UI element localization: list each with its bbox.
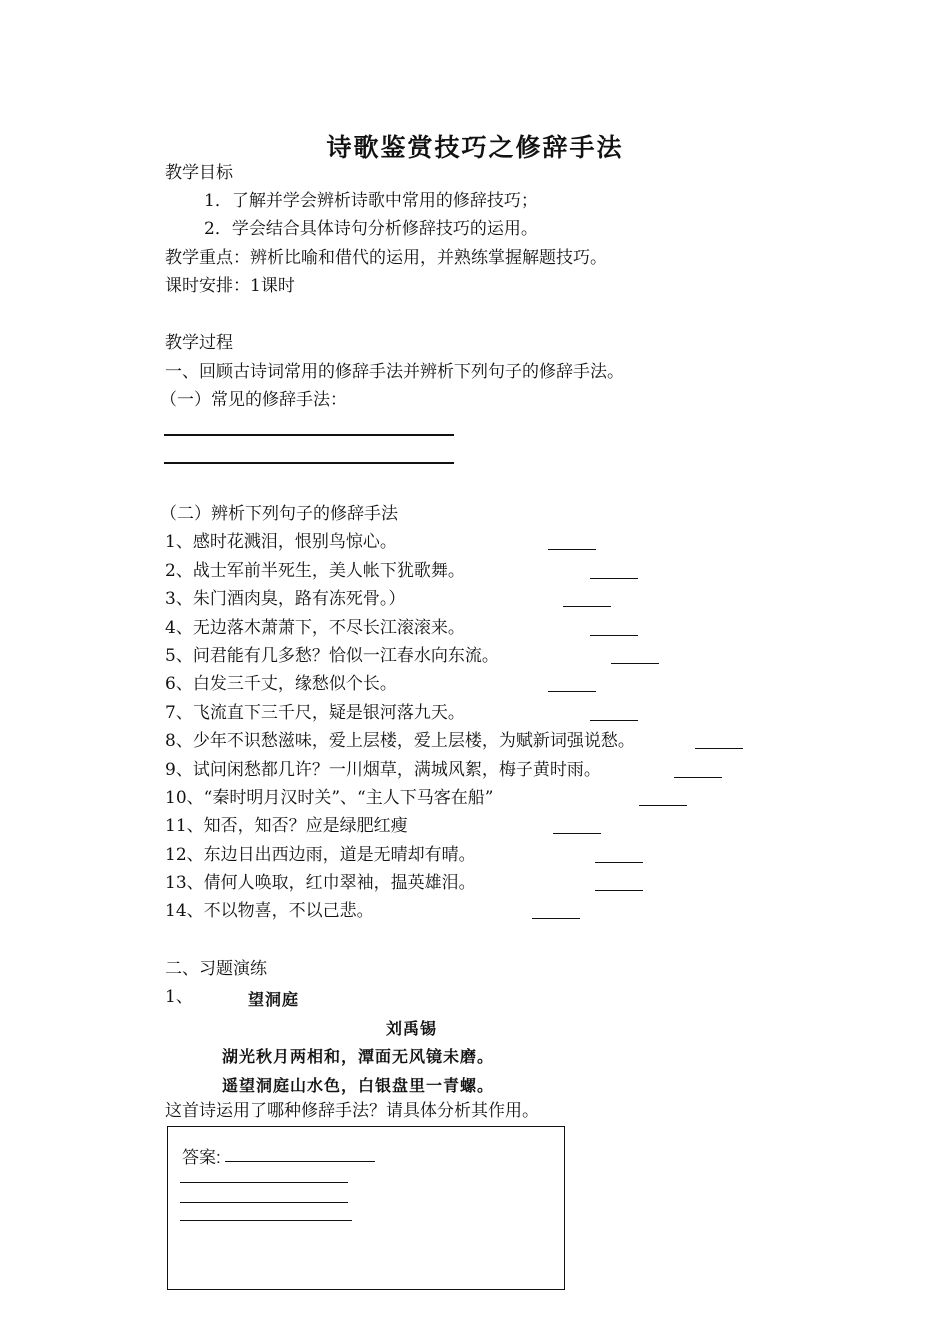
answer-blank[interactable] — [595, 890, 643, 891]
poem-author: 刘禹锡 — [386, 1019, 438, 1038]
list-item: 11、知否，知否？应是绿肥红瘦 — [165, 816, 408, 836]
list-item: 8、少年不识愁滋味，爱上层楼，爱上层楼，为赋新词强说愁。 — [165, 731, 635, 751]
list-item: 4、无边落木萧萧下，不尽长江滚滚来。 — [165, 618, 465, 638]
objective-1: 1．了解并学会辨析诗歌中常用的修辞技巧； — [204, 191, 538, 211]
list-item: 6、白发三千丈，缘愁似个长。 — [165, 674, 397, 694]
process-heading: 教学过程 — [165, 333, 233, 353]
objectives-heading: 教学目标 — [165, 163, 233, 183]
answer-blank[interactable] — [674, 777, 722, 778]
poem-line-2: 遥望洞庭山水色，白银盘里一青螺。 — [222, 1076, 495, 1095]
sub2-heading: （二）辨析下列句子的修辞手法 — [160, 504, 398, 524]
list-item: 1、感时花溅泪，恨别鸟惊心。 — [165, 532, 397, 552]
list-item: 7、飞流直下三千尺，疑是银河落九天。 — [165, 703, 465, 723]
list-item: 13、倩何人唤取，红巾翠袖，揾英雄泪。 — [165, 873, 476, 893]
answer-blank[interactable] — [532, 918, 580, 919]
answer-blank[interactable] — [590, 635, 638, 636]
objective-2: 2．学会结合具体诗句分析修辞技巧的运用。 — [204, 219, 538, 239]
list-item: 12、东边日出西边雨，道是无晴却有晴。 — [165, 845, 476, 865]
key-point: 教学重点：辨析比喻和借代的运用，并熟练掌握解题技巧。 — [165, 248, 607, 268]
answer-line-2[interactable] — [180, 1182, 348, 1183]
answer-line-4[interactable] — [180, 1220, 352, 1221]
answer-label: 答案: — [182, 1148, 221, 1167]
answer-blank[interactable] — [553, 833, 601, 834]
section2-heading: 二、习题演练 — [165, 959, 267, 979]
answer-blank[interactable] — [563, 606, 611, 607]
answer-box[interactable] — [167, 1126, 565, 1290]
answer-line-1[interactable] — [225, 1161, 375, 1162]
fill-blank-line-1[interactable] — [164, 434, 454, 436]
answer-blank[interactable] — [639, 805, 687, 806]
list-item: 10、“秦时明月汉时关”、“主人下马客在船” — [165, 788, 494, 808]
exercise-number: 1、 — [165, 987, 193, 1007]
list-item: 3、朱门酒肉臭，路有冻死骨。） — [165, 589, 406, 609]
sub1-heading: （一）常见的修辞手法： — [160, 390, 347, 410]
answer-blank[interactable] — [611, 663, 659, 664]
list-item: 9、试问闲愁都几许？一川烟草，满城风絮，梅子黄时雨。 — [165, 760, 601, 780]
list-item: 2、战士军前半死生，美人帐下犹歌舞。 — [165, 561, 465, 581]
list-item: 14、不以物喜，不以己悲。 — [165, 901, 374, 921]
poem-line-1: 湖光秋月两相和，潭面无风镜未磨。 — [222, 1047, 495, 1066]
section1-heading: 一、回顾古诗词常用的修辞手法并辨析下列句子的修辞手法。 — [165, 362, 624, 382]
question-text: 这首诗运用了哪种修辞手法？请具体分析其作用。 — [165, 1101, 539, 1121]
answer-blank[interactable] — [548, 691, 596, 692]
poem-title: 望洞庭 — [248, 990, 300, 1009]
list-item: 5、问君能有几多愁？恰似一江春水向东流。 — [165, 646, 499, 666]
answer-blank[interactable] — [548, 549, 596, 550]
answer-blank[interactable] — [590, 720, 638, 721]
answer-blank[interactable] — [590, 578, 638, 579]
schedule: 课时安排：1课时 — [165, 276, 295, 296]
fill-blank-line-2[interactable] — [164, 462, 454, 464]
page-title: 诗歌鉴赏技巧之修辞手法 — [326, 133, 624, 162]
answer-blank[interactable] — [595, 862, 643, 863]
answer-blank[interactable] — [695, 748, 743, 749]
answer-line-3[interactable] — [180, 1202, 348, 1203]
